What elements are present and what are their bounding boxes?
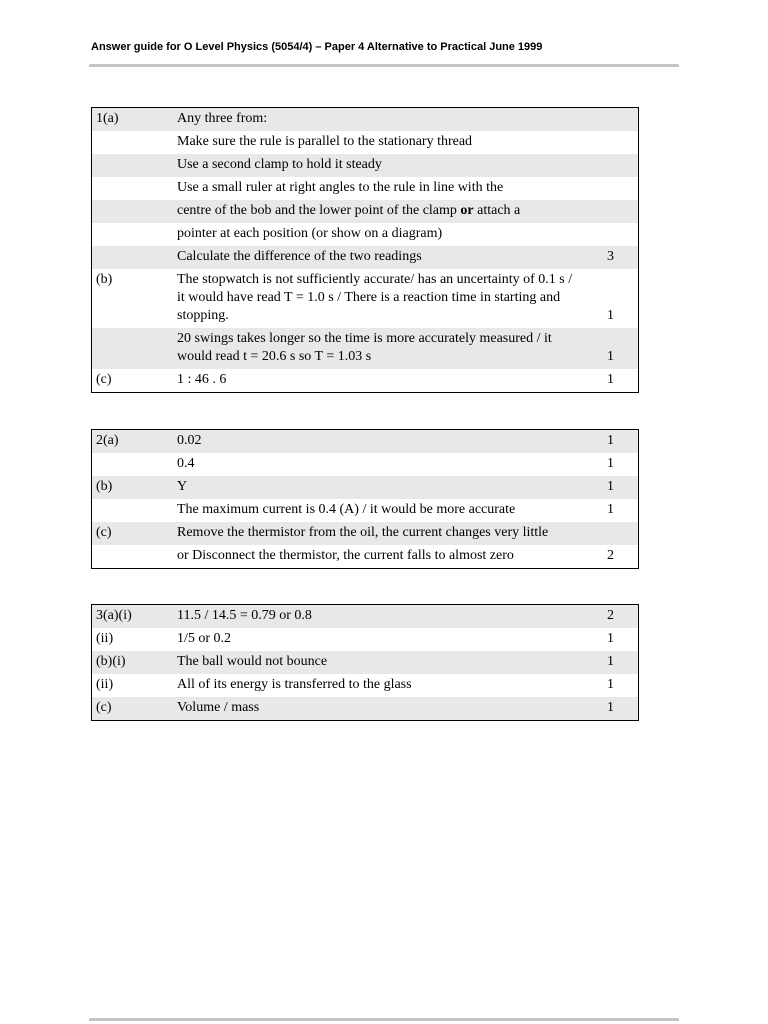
answer-text-emphasis: or: [460, 203, 474, 218]
question-number: (c): [96, 372, 112, 387]
table-row: [92, 328, 639, 369]
mark: [586, 154, 639, 177]
answer-text: The maximum current is 0.4 (A) / it would be more accurate: [177, 502, 516, 517]
answer-text: pointer at each position (or show on a diagram): [177, 226, 443, 241]
mark: 1: [607, 502, 614, 517]
question-3-table: [91, 604, 639, 721]
question-number: [92, 200, 174, 223]
table-row: [92, 628, 639, 651]
question-number: (b): [92, 476, 174, 499]
question-number: 1(a): [92, 108, 174, 132]
table-row: [92, 200, 639, 223]
question-number: (b): [96, 272, 113, 287]
answer-text-part: attach a: [473, 203, 521, 218]
table-row: [92, 154, 639, 177]
mark: 1: [607, 631, 614, 646]
mark: 1: [586, 697, 639, 721]
mark: 1: [607, 308, 614, 323]
question-number: [92, 499, 174, 522]
answer-text: Calculate the difference of the two readings: [173, 246, 586, 269]
table-row: [92, 223, 639, 246]
answer-text: Volume / mass: [173, 697, 586, 721]
question-number: [92, 545, 174, 569]
question-number: (ii): [96, 677, 114, 692]
question-number: [92, 131, 174, 154]
answer-text-part: centre of the bob and the lower point of the clamp: [177, 203, 461, 218]
table-row: [92, 430, 639, 454]
table-row: [92, 545, 639, 569]
answer-text: Make sure the rule is parallel to the stationary thread: [177, 134, 473, 149]
table-row: [92, 131, 639, 154]
table-row: [92, 246, 639, 269]
answer-text: 0.4: [177, 456, 195, 471]
mark: [586, 522, 639, 545]
mark: [586, 108, 639, 132]
page-header-title: Answer guide for O Level Physics (5054/4) – Paper 4 Alternative to Practical June 1999: [91, 41, 543, 53]
table-row: [92, 108, 639, 132]
question-number: [92, 154, 174, 177]
mark: 1: [586, 328, 639, 369]
table-row: [92, 453, 639, 476]
mark: 1: [586, 651, 639, 674]
answer-text: 11.5 / 14.5 = 0.79 or 0.8: [173, 605, 586, 629]
question-2-table: [91, 429, 639, 569]
mark: 1: [607, 456, 614, 471]
mark: [586, 177, 639, 200]
question-number: [92, 177, 174, 200]
question-number: (ii): [96, 631, 114, 646]
mark: 2: [586, 605, 639, 629]
question-number: [92, 453, 174, 476]
table-row: [92, 499, 639, 522]
question-number: [92, 246, 174, 269]
mark: 1: [586, 430, 639, 454]
mark: [586, 131, 639, 154]
header-divider: [89, 64, 679, 67]
mark: 1: [586, 476, 639, 499]
mark: 2: [607, 548, 614, 563]
answer-text: Use a small ruler at right angles to the rule in line with the: [177, 180, 504, 195]
question-number: (b)(i): [92, 651, 174, 674]
table-row: [92, 674, 639, 697]
mark: 1: [607, 372, 614, 387]
answer-text: 20 swings takes longer so the time is more accurately measured / it would read t = 20.6 s so T = 1.03 s: [173, 328, 586, 369]
answer-text: Use a second clamp to hold it steady: [173, 154, 586, 177]
answer-text: The stopwatch is not sufficiently accurate/ has an uncertainty of 0.1 s / it would have read T = 1.0 s / There is a reaction time in starting and stopping.: [177, 272, 573, 323]
table-row: [92, 369, 639, 393]
answer-text: Remove the thermistor from the oil, the current changes very little: [173, 522, 586, 545]
answer-text: The ball would not bounce: [173, 651, 586, 674]
answer-text: Y: [173, 476, 586, 499]
footer-divider: [89, 1018, 679, 1021]
answer-text: [173, 200, 586, 223]
table-row: [92, 269, 639, 328]
table-row: [92, 522, 639, 545]
mark: [586, 223, 639, 246]
mark: 1: [607, 677, 614, 692]
mark: 3: [586, 246, 639, 269]
question-number: (c): [92, 697, 174, 721]
answer-text: All of its energy is transferred to the glass: [177, 677, 412, 692]
question-number: 3(a)(i): [92, 605, 174, 629]
question-number: [92, 223, 174, 246]
mark: [586, 200, 639, 223]
question-number: (c): [92, 522, 174, 545]
question-1-table: [91, 107, 639, 393]
table-row: [92, 605, 639, 629]
table-row: [92, 651, 639, 674]
answer-text: or Disconnect the thermistor, the current falls to almost zero: [177, 548, 514, 563]
answer-text: 1 : 46 . 6: [177, 372, 227, 387]
answer-text: 1/5 or 0.2: [177, 631, 232, 646]
question-number: [92, 328, 174, 369]
table-row: [92, 697, 639, 721]
table-row: [92, 476, 639, 499]
table-row: [92, 177, 639, 200]
answer-text: 0.02: [173, 430, 586, 454]
answer-text: Any three from:: [173, 108, 586, 132]
question-number: 2(a): [92, 430, 174, 454]
